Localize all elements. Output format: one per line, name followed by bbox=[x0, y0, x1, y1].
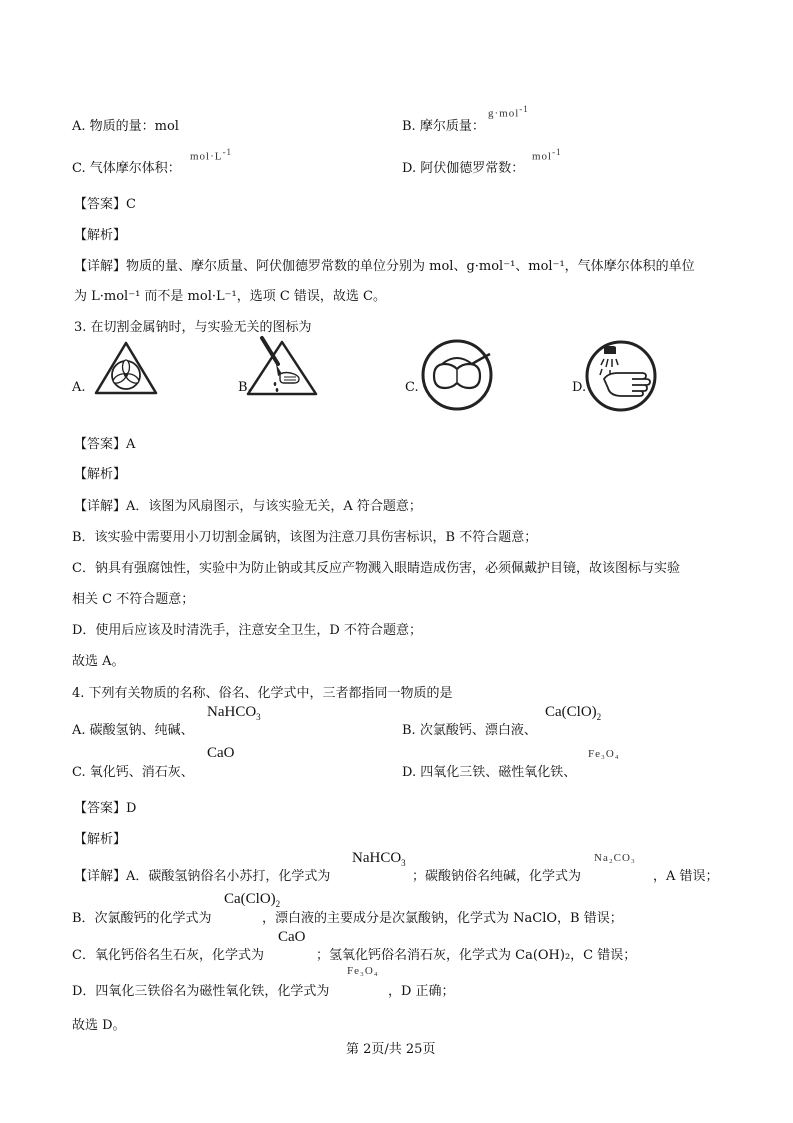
q4-detail-c-end: ；氢氧化钙俗名消石灰，化学式为 Ca(OH)₂，C 错误； bbox=[316, 948, 637, 963]
q4-option-b-formula: $Ca(ClO)_2$ bbox=[545, 704, 602, 722]
knife-hazard-icon bbox=[244, 334, 320, 398]
q4-detail-d-pre: D．四氧化三铁俗名为磁性氧化铁，化学式为 bbox=[72, 984, 330, 999]
q4-answer: 【答案】D bbox=[74, 801, 137, 816]
q4-option-b: B. 次氯酸钙、漂白液、 bbox=[402, 723, 537, 738]
q4-detail-d-end: ，D 正确； bbox=[388, 984, 455, 999]
fan-icon bbox=[93, 340, 159, 396]
q4-option-d: D. 四氧化三铁、磁性氧化铁、 bbox=[402, 765, 577, 780]
q4-detail-b-pre: B．次氯酸钙的化学式为 bbox=[72, 911, 212, 926]
q4-analysis-label: 【解析】 bbox=[74, 832, 127, 847]
q3-option-a-label: A. bbox=[72, 380, 86, 395]
q3-option-d-label: D. bbox=[572, 380, 587, 395]
q2-option-c-formula: $mol\cdot L^{-1}$ bbox=[190, 147, 232, 163]
q2-detail-line1: 【详解】物质的量、摩尔质量、阿伏伽德罗常数的单位分别为 mol、g·mol⁻¹、mol⁻¹，气体摩尔体积的单位 bbox=[74, 259, 695, 274]
q2-detail-line2: 为 L·mol⁻¹ 而不是 mol·L⁻¹，选项 C 错误，故选 C。 bbox=[74, 289, 386, 304]
q2-option-d: D. 阿伏伽德罗常数： bbox=[402, 161, 525, 176]
goggles-icon bbox=[420, 338, 494, 412]
q4-detail-c-formula: CaO bbox=[278, 929, 306, 945]
q4-detail-d-formula: Fe₃O₄ bbox=[347, 965, 379, 977]
q4-option-a-formula: NaHCO$_3$ bbox=[207, 704, 261, 722]
q4-detail-a-mid: ；碳酸钠俗名纯碱，化学式为 bbox=[412, 869, 582, 884]
q3-detail-c1: C．钠具有强腐蚀性，实验中为防止钠或其反应产物溅入眼睛造成伤害，必须佩戴护目镜，故该图标与实验 bbox=[72, 561, 680, 576]
q4-detail-b-formula: $Ca(ClO)_2$ bbox=[224, 891, 281, 909]
q4-conclusion: 故选 D。 bbox=[72, 1018, 126, 1033]
q3-detail-d: D．使用后应该及时清洗手，注意安全卫生，D 不符合题意； bbox=[72, 623, 422, 638]
q4-detail-b-end: ，漂白液的主要成分是次氯酸钠，化学式为 NaClO，B 错误； bbox=[262, 911, 623, 926]
q3-detail-b: B．该实验中需要用小刀切割金属钠，该图为注意刀具伤害标识，B 不符合题意； bbox=[72, 530, 538, 545]
q2-option-c: C. 气体摩尔体积： bbox=[72, 161, 181, 176]
q3-conclusion: 故选 A。 bbox=[72, 654, 125, 669]
q3-answer: 【答案】A bbox=[74, 437, 136, 452]
q4-detail-a-formula1: NaHCO$_3$ bbox=[352, 850, 406, 868]
q3-detail-a: 【详解】A．该图为风扇图示，与该实验无关，A 符合题意； bbox=[74, 499, 422, 514]
page-footer: 第 2页/共 25页 bbox=[346, 1042, 436, 1057]
q4-detail-c-pre: C．氧化钙俗名生石灰，化学式为 bbox=[72, 948, 264, 963]
q3-detail-c2: 相关 C 不符合题意； bbox=[72, 592, 195, 607]
q2-option-b-formula: g·mol$^{-1}$ bbox=[488, 104, 529, 120]
q2-option-b: B. 摩尔质量： bbox=[402, 119, 485, 134]
q3-option-b-label: B. bbox=[238, 380, 252, 395]
q4-option-a: A. 碳酸氢钠、纯碱、 bbox=[72, 723, 194, 738]
q4-option-c-formula: CaO bbox=[207, 745, 235, 761]
q4-detail-a-formula2: Na₂CO₃ bbox=[594, 852, 636, 864]
q4-question: 4. 下列有关物质的名称、俗名、化学式中，三者都指同一物质的是 bbox=[72, 686, 453, 701]
wash-hands-icon bbox=[584, 339, 658, 413]
q4-option-d-formula: Fe₃O₄ bbox=[588, 748, 620, 760]
q2-option-d-formula: mol$^{-1}$ bbox=[532, 147, 562, 163]
q3-analysis-label: 【解析】 bbox=[74, 467, 127, 482]
q2-analysis-label: 【解析】 bbox=[74, 228, 127, 243]
q4-detail-a-end: ，A 错误； bbox=[653, 869, 719, 884]
q2-answer: 【答案】C bbox=[74, 197, 136, 212]
q4-detail-a-pre: 【详解】A．碳酸氢钠俗名小苏打，化学式为 bbox=[74, 869, 331, 884]
q3-question: 3. 在切割金属钠时，与实验无关的图标为 bbox=[74, 320, 312, 335]
q3-option-c-label: C. bbox=[405, 380, 419, 395]
q4-option-c: C. 氧化钙、消石灰、 bbox=[72, 765, 194, 780]
q2-option-a: A. 物质的量：mol bbox=[72, 119, 179, 134]
